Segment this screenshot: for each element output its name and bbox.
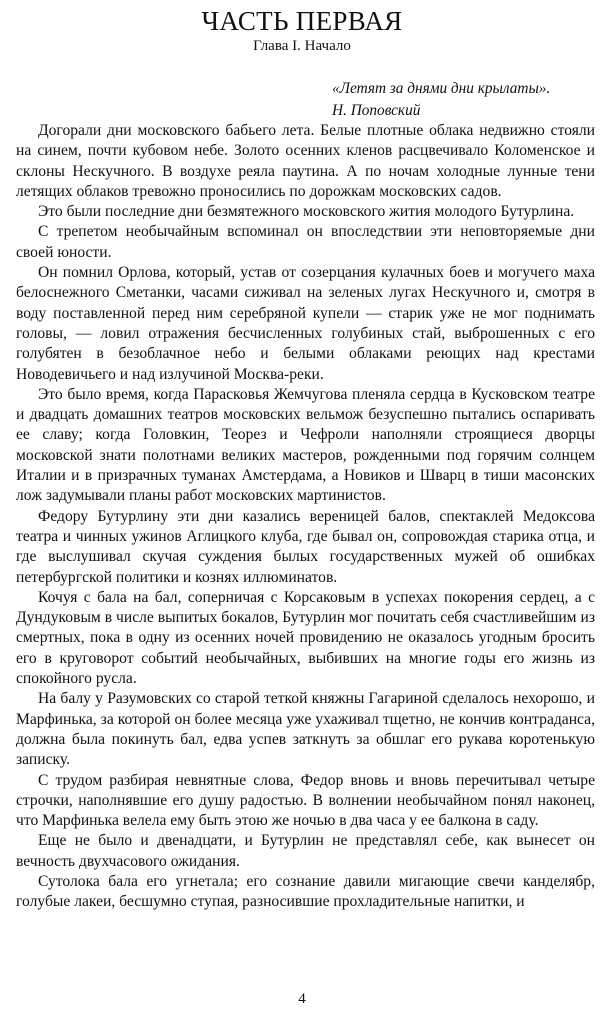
paragraph: Это были последние дни безмятежного московского жития молодого Бутурлина. [38, 203, 575, 221]
paragraph: Он помнил Орлова, который, устав от созерцания кулачных боев и могучего маха белоснежного Сметанки, часами сиживал на зеленых лугах Нескучного и, смотря в воду поставленной перед ним серебряной купели — старик уже не мог поднимать головы, — ловил отражения бесчисленных голубиных стай, выброшенных с его голубятен в безоблачное небо и белыми облаками реющих над крестами Новодевичьего и над излучиной Москва-реки. [16, 264, 595, 383]
epigraph-author: Н. Поповский [332, 101, 421, 119]
epigraph-quote: «Летят за днями дни крылаты». [332, 80, 551, 97]
paragraph: Федору Бутурлину эти дни казались вереницей балов, спектаклей Медоксова театра и чинных ужинов Аглицкого клуба, где бывал он, сопровождая старика отца, и где выслушивал скучая суждения былых государственных мужей об ошибках петербургской политики и кознях иллюминатов. [16, 507, 595, 586]
paragraph: Сутолока бала его угнетала; его сознание давили мигающие свечи канделябр, голубые лакеи, бесшумно ступая, разносившие прохладительные напитки, и [16, 872, 595, 911]
part-title: ЧАСТЬ ПЕРВАЯ [201, 6, 403, 36]
paragraph: Кочуя с бала на бал, соперничая с Корсаковым в успехах покорения сердец, а с Дундуковым в числе выпитых бокалов, Бутурлин мог почитать себя счастливейшим из смертных, пока в одну из осенних ночей провидению не оказалось угодным бросить его в круговорот событий необычайных, выбивших на многие годы его жизнь из спокойного русла. [16, 588, 595, 688]
paragraph: С трудом разбирая невнятные слова, Федор вновь и вновь перечитывал четыре строчки, наполнявшие его душу радостью. В волнении необычайном понял наконец, что Марфинька велела ему быть этою же ночью в два часа у ее балкона в саду. [16, 771, 595, 830]
body-text [16, 121, 595, 913]
paragraph: С трепетом необычайным вспоминал он впоследствии эти неповторяемые дни своей юности. [16, 223, 595, 261]
page-number: 4 [298, 991, 306, 1007]
chapter-title: Глава I. Начало [253, 38, 351, 54]
epigraph [332, 78, 594, 121]
paragraph: Еще не было и двенадцати, и Бутурлин не представлял себе, как вынесет он вечность двухчасового ожидания. [16, 832, 595, 870]
paragraph: Догорали дни московского бабьего лета. Белые плотные облака недвижно стояли на синем, почти кубовом небе. Золото осенних кленов расцвечивало Коломенское и склоны Нескучного. В воздухе реяла паутина. А по ночам холодные лунные тени летящих облаков тревожно проносились по дорожкам московских садов. [16, 122, 595, 200]
paragraph: Это было время, когда Парасковья Жемчугова пленяла сердца в Кусковском театре и двадцать домашних театров московских вельмож безуспешно пытались оспаривать ее славу; когда Головкин, Теорез и Чефроли наполняли строящиеся дворцы московской знати полотнами великих мастеров, рожденными под горячим солнцем Италии и в призрачных туманах Амстердама, а Новиков и Шварц в тиши масонских лож задумывали планы работ московских мартинистов. [16, 385, 595, 505]
paragraph: На балу у Разумовских со старой теткой княжны Гагариной сделалось нехорошо, и Марфинька, за которой он более месяца уже ухаживал тщетно, не кончив контраданса, должна была покинуть бал, едва успев заткнуть за обшлаг его рукава коротенькую записку. [16, 690, 595, 769]
